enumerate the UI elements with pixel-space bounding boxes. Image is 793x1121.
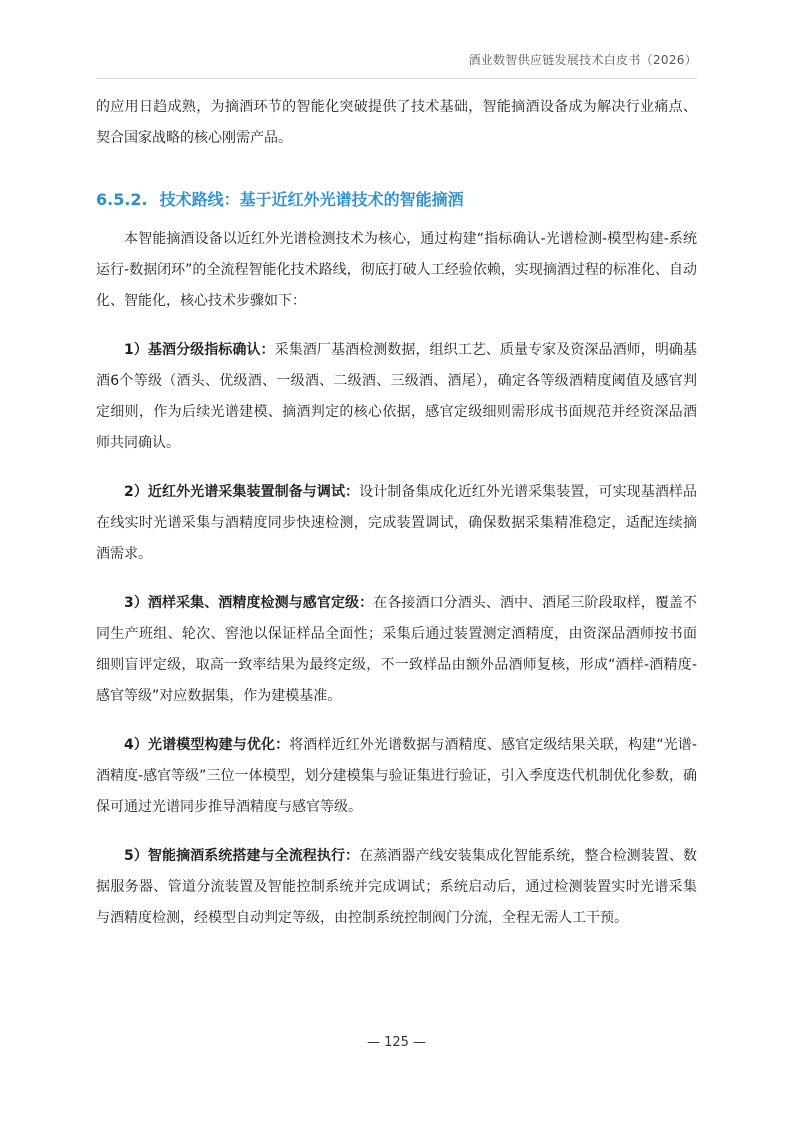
step-lead: 5）智能摘酒系统搭建与全流程执行： <box>124 848 360 864</box>
step-paragraph-2 <box>96 477 697 570</box>
step-paragraph-3 <box>96 588 697 712</box>
page-body <box>96 92 697 934</box>
section-title: 技术路线：基于近红外光谱技术的智能摘酒 <box>159 190 464 209</box>
step-text: 设计制备集成化近红外光谱采集装置，可实现基酒样品在线实时光谱采集与酒精度同步快速检测，完成装置调试，确保数据采集精准稳定，适配连续摘酒需求。 <box>96 484 697 562</box>
header-divider <box>96 78 697 79</box>
step-paragraph-1 <box>96 335 697 459</box>
step-text: 在蒸酒器产线安装集成化智能系统，整合检测装置、数据服务器、管道分流装置及智能控制系统并完成调试；系统启动后，通过检测装置实时光谱采集与酒精度检测，经模型自动判定等级，由控制系统控制阀门分流，全程无需人工干预。 <box>96 848 697 926</box>
step-lead: 2）近红外光谱采集装置制备与调试： <box>124 484 360 500</box>
step-paragraph-4 <box>96 730 697 823</box>
step-lead: 1）基酒分级指标确认： <box>124 342 275 358</box>
step-text: 将酒样近红外光谱数据与酒精度、感官定级结果关联，构建“光谱-酒精度-感官等级”三位一体模型，划分建模集与验证集进行验证，引入季度迭代机制优化参数，确保可通过光谱同步推导酒精度与感官等级。 <box>96 737 697 815</box>
step-paragraph-5 <box>96 841 697 934</box>
intro-paragraph: 本智能摘酒设备以近红外光谱检测技术为核心，通过构建“指标确认-光谱检测-模型构建-系统运行-数据闭环”的全流程智能化技术路线，彻底打破人工经验依赖，实现摘酒过程的标准化、自动化、智能化，核心技术步骤如下： <box>96 231 697 309</box>
step-lead: 3）酒样采集、酒精度检测与感官定级： <box>124 595 374 611</box>
section-heading <box>96 188 697 212</box>
step-text: 采集酒厂基酒检测数据，组织工艺、质量专家及资深品酒师，明确基酒6个等级（酒头、优级酒、一级酒、二级酒、三级酒、酒尾），确定各等级酒精度阈值及感官判定细则，作为后续光谱建模、摘酒判定的核心依据，感官定级细则需形成书面规范并经资深品酒师共同确认。 <box>96 342 697 451</box>
page-number: — 125 — <box>366 1035 427 1050</box>
continued-paragraph: 的应用日趋成熟，为摘酒环节的智能化突破提供了技术基础，智能摘酒设备成为解决行业痛点、契合国家战略的核心刚需产品。 <box>96 99 697 146</box>
step-lead: 4）光谱模型构建与优化： <box>124 737 290 753</box>
step-text: 在各接酒口分酒头、酒中、酒尾三阶段取样，覆盖不同生产班组、轮次、窖池以保证样品全面性；采集后通过装置测定酒精度，由资深品酒师按书面细则盲评定级，取高一致率结果为最终定级，不一致样品由额外品酒师复核，形成“酒样-酒精度-感官等级”对应数据集，作为建模基准。 <box>96 595 697 704</box>
running-header: 酒业数智供应链发展技术白皮书（2026） <box>468 53 697 67</box>
section-number: 6.5.2. <box>96 190 148 209</box>
